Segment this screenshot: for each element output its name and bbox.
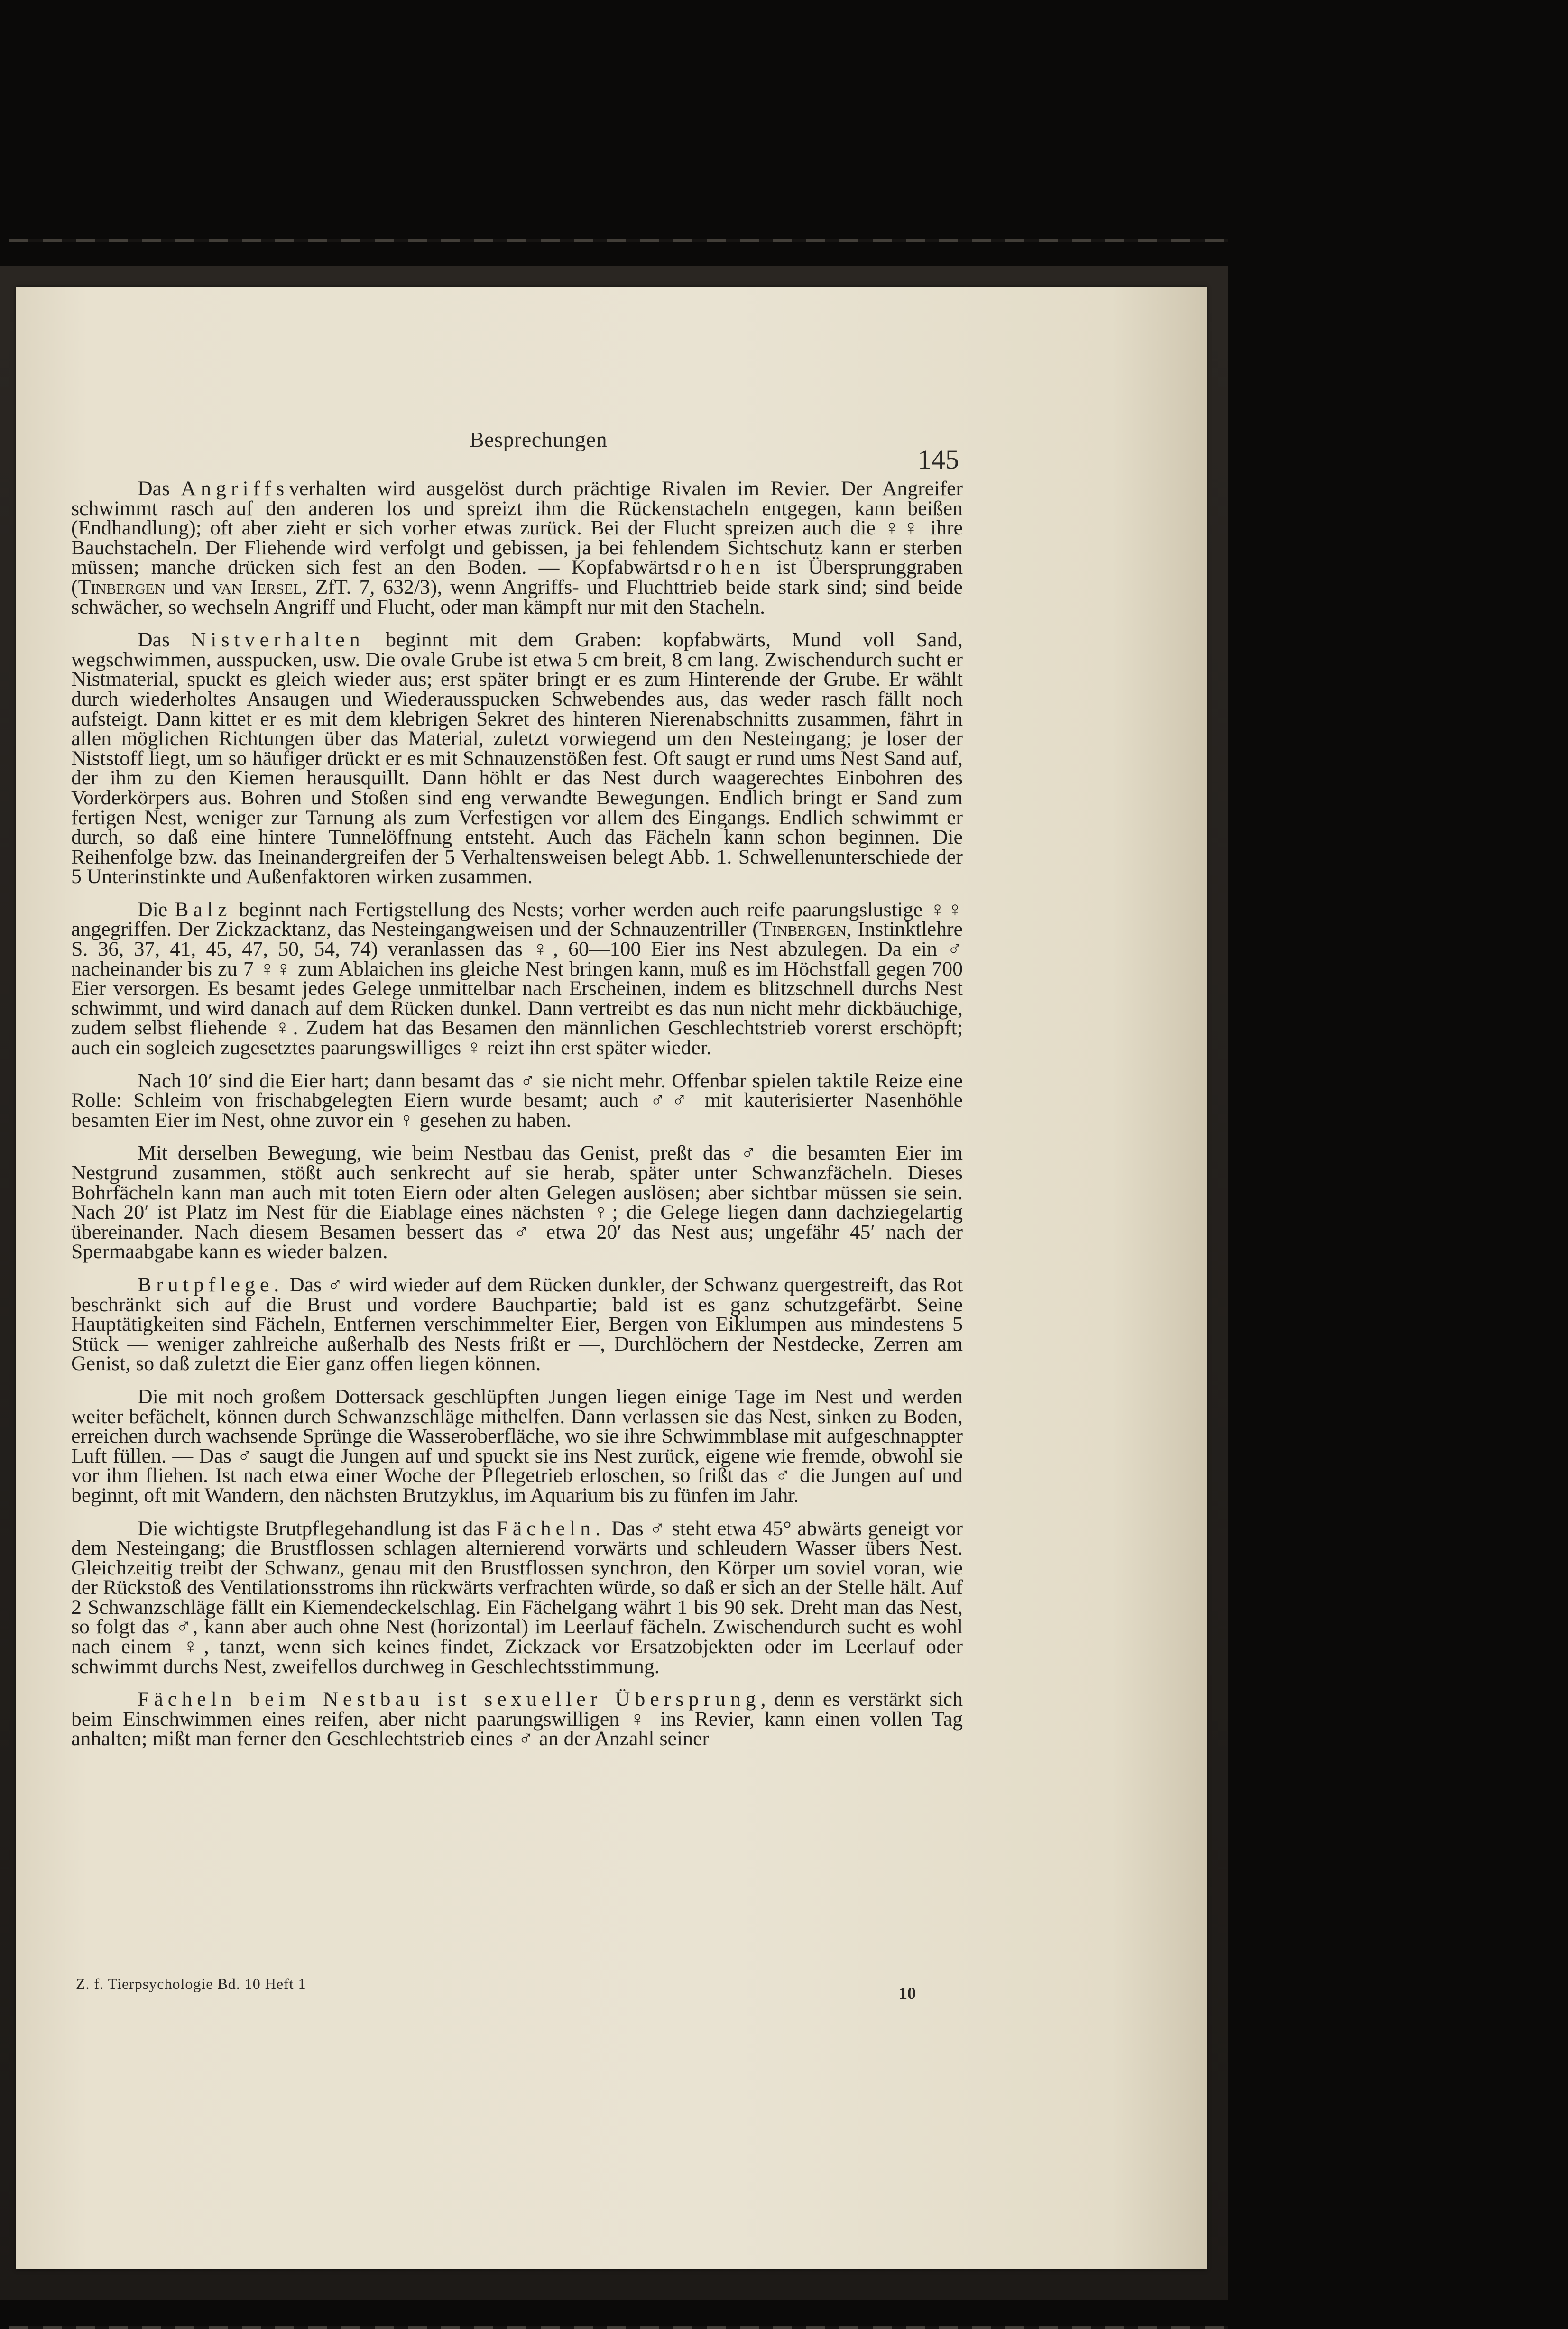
spaced-term: Balz (175, 898, 232, 921)
paragraph (71, 1690, 963, 1749)
text-run: Die wichtigste Brutpflegehandlung ist das (138, 1517, 497, 1540)
page-number: 145 (918, 444, 959, 475)
text-run: Das ♂ steht etwa 45° abwärts geneigt vor dem Nesteingang; die Brustflossen schlagen alternierend vorwärts und schleudern Wasser übers Nest. Gleichzeitig treibt der Schwanz, genau mit den Brustflossen synchron, den Körper um soviel voran, wie der Rückstoß des Ventilationsstroms ihn rückwärts verfrachten würde, so daß er sich an der Stelle hält. Auf 2 Schwanzschläge fällt ein Kiemendeckelschlag. Ein Fächelgang währt 1 bis 90 sek. Dreht man das Nest, so folgt das ♂, kann aber auch ohne Nest (horizontal) im Leerlauf fächeln. Zwischendurch sucht es wohl nach einem ♀, tanzt, wenn sich keines findet, Zickzack vor Ersatzobjekten oder im Leerlauf oder schwimmt durchs Nest, zweifellos durchweg in Geschlechtsstimmung. (71, 1517, 963, 1678)
text-run: beginnt nach Fertigstellung des Nests; vorher werden auch reife paarungslustige ♀♀ angegriffen. Der Zickzacktanz, das Nesteingangweisen und der Schnauzentriller ( (71, 898, 963, 941)
text-run: Das (138, 628, 191, 652)
text-run: Das ♂ wird wieder auf dem Rücken dunkler, der Schwanz quergestreift, das Rot beschränkt sich auf die Brust und vordere Bauchpartie; bald ist es ganz schutzgefärbt. Seine Hauptätigkeiten sind Fächeln, Entfernen verschimmelter Eier, Bergen von Eiklumpen aus mindestens 5 Stück — weniger zahlreiche außerhalb des Nests frißt er —, Durchlöchern der Nestdecke, Zerren am Genist, so daß zuletzt die Eier ganz offen liegen können. (71, 1273, 963, 1375)
paragraph (71, 630, 963, 887)
paragraph (71, 1387, 963, 1506)
author-name: van Iersel (212, 575, 302, 598)
paragraph (71, 479, 963, 617)
text-run: , ZfT. 7, 632/3), wenn Angriffs- und Fluchttrieb beide stark sind; sind beide schwächer, so wechseln Angriff und Flucht, oder man kämpft nur mit den Stacheln. (71, 575, 963, 618)
bottom-edge-line (9, 2326, 1228, 2329)
top-edge-line (9, 239, 1228, 242)
text-run: ist Übersprunggraben ( (71, 556, 963, 598)
paragraph (71, 900, 963, 1058)
author-name: Tinbergen (78, 575, 166, 598)
running-head: Besprechungen (470, 427, 608, 451)
footer-signature-mark: 10 (899, 1984, 916, 2003)
text-run: , Instinktlehre S. 36, 37, 41, 45, 47, 50, 54, 74) veranlassen das ♀, 60—100 Eier ins Nest abzulegen. Da ein ♂ nacheinander bis zu 7 ♀♀ zum Ablaichen ins gleiche Nest bringen kann, muß es im Höchstfall gegen 700 Eier versorgen. Es besamt jedes Gelege unmittelbar nach Erscheinen, indem es blitzschnell durchs Nest schwimmt, und wird danach auf dem Rücken dunkel. Dann vertreibt es das nun nicht mehr dickbäuchige, zudem selbst fliehende ♀. Zudem hat das Besamen den männlichen Geschlechtstrieb vorerst erschöpft; auch ein sogleich zugesetztes paarungswilliges ♀ reizt ihn erst später wieder. (71, 918, 963, 1059)
text-run: und (165, 575, 212, 598)
text-run: Nach 10′ sind die Eier hart; dann besamt das ♂ sie nicht mehr. Offenbar spielen taktile Reize eine Rolle: Schleim von frischabgelegten Eiern wurde besamt; auch ♂♂ mit kauterisierter Nasenhöhle besamten Eier im Nest, ohne zuvor ein ♀ gesehen zu haben. (71, 1069, 963, 1132)
spaced-term: Fächeln. (496, 1517, 606, 1540)
text-run: , denn es verstärkt sich beim Einschwimmen eines reifen, aber nicht paarungswilligen ♀ ins Revier, kann einen vollen Tag anhalten; mißt man ferner den Geschlechtstrieb eines ♂ an der Anzahl seiner (71, 1688, 963, 1750)
spaced-term: drohen (678, 556, 765, 579)
spaced-term: Brutpflege. (138, 1273, 284, 1296)
paragraph (71, 1519, 963, 1677)
paragraph (71, 1071, 963, 1131)
text-run: verhalten wird ausgelöst durch prächtige Rivalen im Revier. Der Angreifer schwimmt rasch auf den anderen los und spreizt ihm die Rückenstacheln entgegen, kann beißen (Endhandlung); oft aber zieht er sich vorher etwas zurück. Bei der Flucht spreizen auch die ♀♀ ihre Bauchstacheln. Der Fliehende wird verfolgt und gebissen, ja bei fehlendem Sichtschutz kann er sterben müssen; manche drücken sich fest an den Boden. — Kopfabwärts (71, 477, 963, 579)
text-run: Die (138, 898, 175, 921)
paragraph (71, 1275, 963, 1374)
text-run: beginnt mit dem Graben: kopfabwärts, Mund voll Sand, wegschwimmen, ausspucken, usw. Die ovale Grube ist etwa 5 cm breit, 8 cm lang. Zwischendurch sucht er Nistmaterial, spuckt es gleich wieder aus; erst später bringt er es zum Hinterende der Grube. Er wählt durch wiederholtes Ansaugen und Wiederausspucken Schwebendes aus, das weder rasch fällt noch aufsteigt. Dann kittet er es mit dem klebrigen Sekret des hinteren Nierenabschnitts zusammen, fährt in allen möglichen Richtungen über das Material, zuletzt vorwiegend um den Nesteingang; je loser der Niststoff liegt, um so häufiger drückt er es mit Schnauzenstößen fest. Oft saugt er rund ums Nest Sand auf, der ihm zu den Kiemen herausquillt. Dann höhlt er das Nest durch waagerechtes Einbohren des Vorderkörpers aus. Bohren und Stoßen sind eng verwandte Bewegungen. Endlich bringt er Sand zum fertigen Nest, weniger zur Tarnung als zum Verfestigen vor allem des Eingangs. Endlich schwimmt er durch, so daß eine hintere Tunnelöffnung entsteht. Auch das Fächeln kann schon beginnen. Die Reihenfolge bzw. das Ineinandergreifen der 5 Verhaltensweisen belegt Abb. 1. Schwellenunterschiede der 5 Unterinstinkte und Außenfaktoren wirken zusammen. (71, 628, 963, 888)
spaced-term: Angriffs (181, 477, 289, 500)
spaced-term: Fächeln beim Nestbau ist sexueller Übersprung (138, 1688, 761, 1711)
text-run: Die mit noch großem Dottersack geschlüpften Jungen liegen einige Tage im Nest und werden weiter befächelt, können durch Schwanzschläge mithelfen. Dann verlassen sie das Nest, sinken zu Boden, erreichen durch wachsende Sprünge die Wasseroberfläche, wo sie ihre Schwimmblase mit aufgeschnappter Luft füllen. — Das ♂ saugt die Jungen auf und spuckt sie ins Nest zurück, eigene wie fremde, obwohl sie vor ihm fliehen. Ist nach etwa einer Woche der Pflegetrieb erloschen, so frißt das ♂ die Jungen auf und beginnt, oft mit Wandern, den nächsten Brutzyklus, im Aquarium bis zu fünfen im Jahr. (71, 1385, 963, 1507)
paragraph (71, 1143, 963, 1262)
body-text (71, 479, 963, 1749)
author-name: Tinbergen (759, 918, 847, 941)
text-run: Mit derselben Bewegung, wie beim Nestbau das Genist, preßt das ♂ die besamten Eier im Nestgrund zusammen, stößt auch senkrecht auf sie herab, später unter Schwanzfächeln. Dieses Bohrfächeln kann man auch mit toten Eiern oder alten Gelegen auslösen; aber sichtbar müssen sie sein. Nach 20′ ist Platz im Nest für die Eiablage eines nächsten ♀; die Gelege liegen dann dachziegelartig übereinander. Nach diesem Besamen bessert das ♂ etwa 20′ das Nest aus; ungefähr 45′ nach der Spermaabgabe kann es wieder balzen. (71, 1141, 963, 1263)
text-run: Das (138, 477, 181, 500)
spaced-term: Nistverhalten (191, 628, 365, 652)
footer-journal-citation: Z. f. Tierpsychologie Bd. 10 Heft 1 (76, 1975, 306, 1992)
